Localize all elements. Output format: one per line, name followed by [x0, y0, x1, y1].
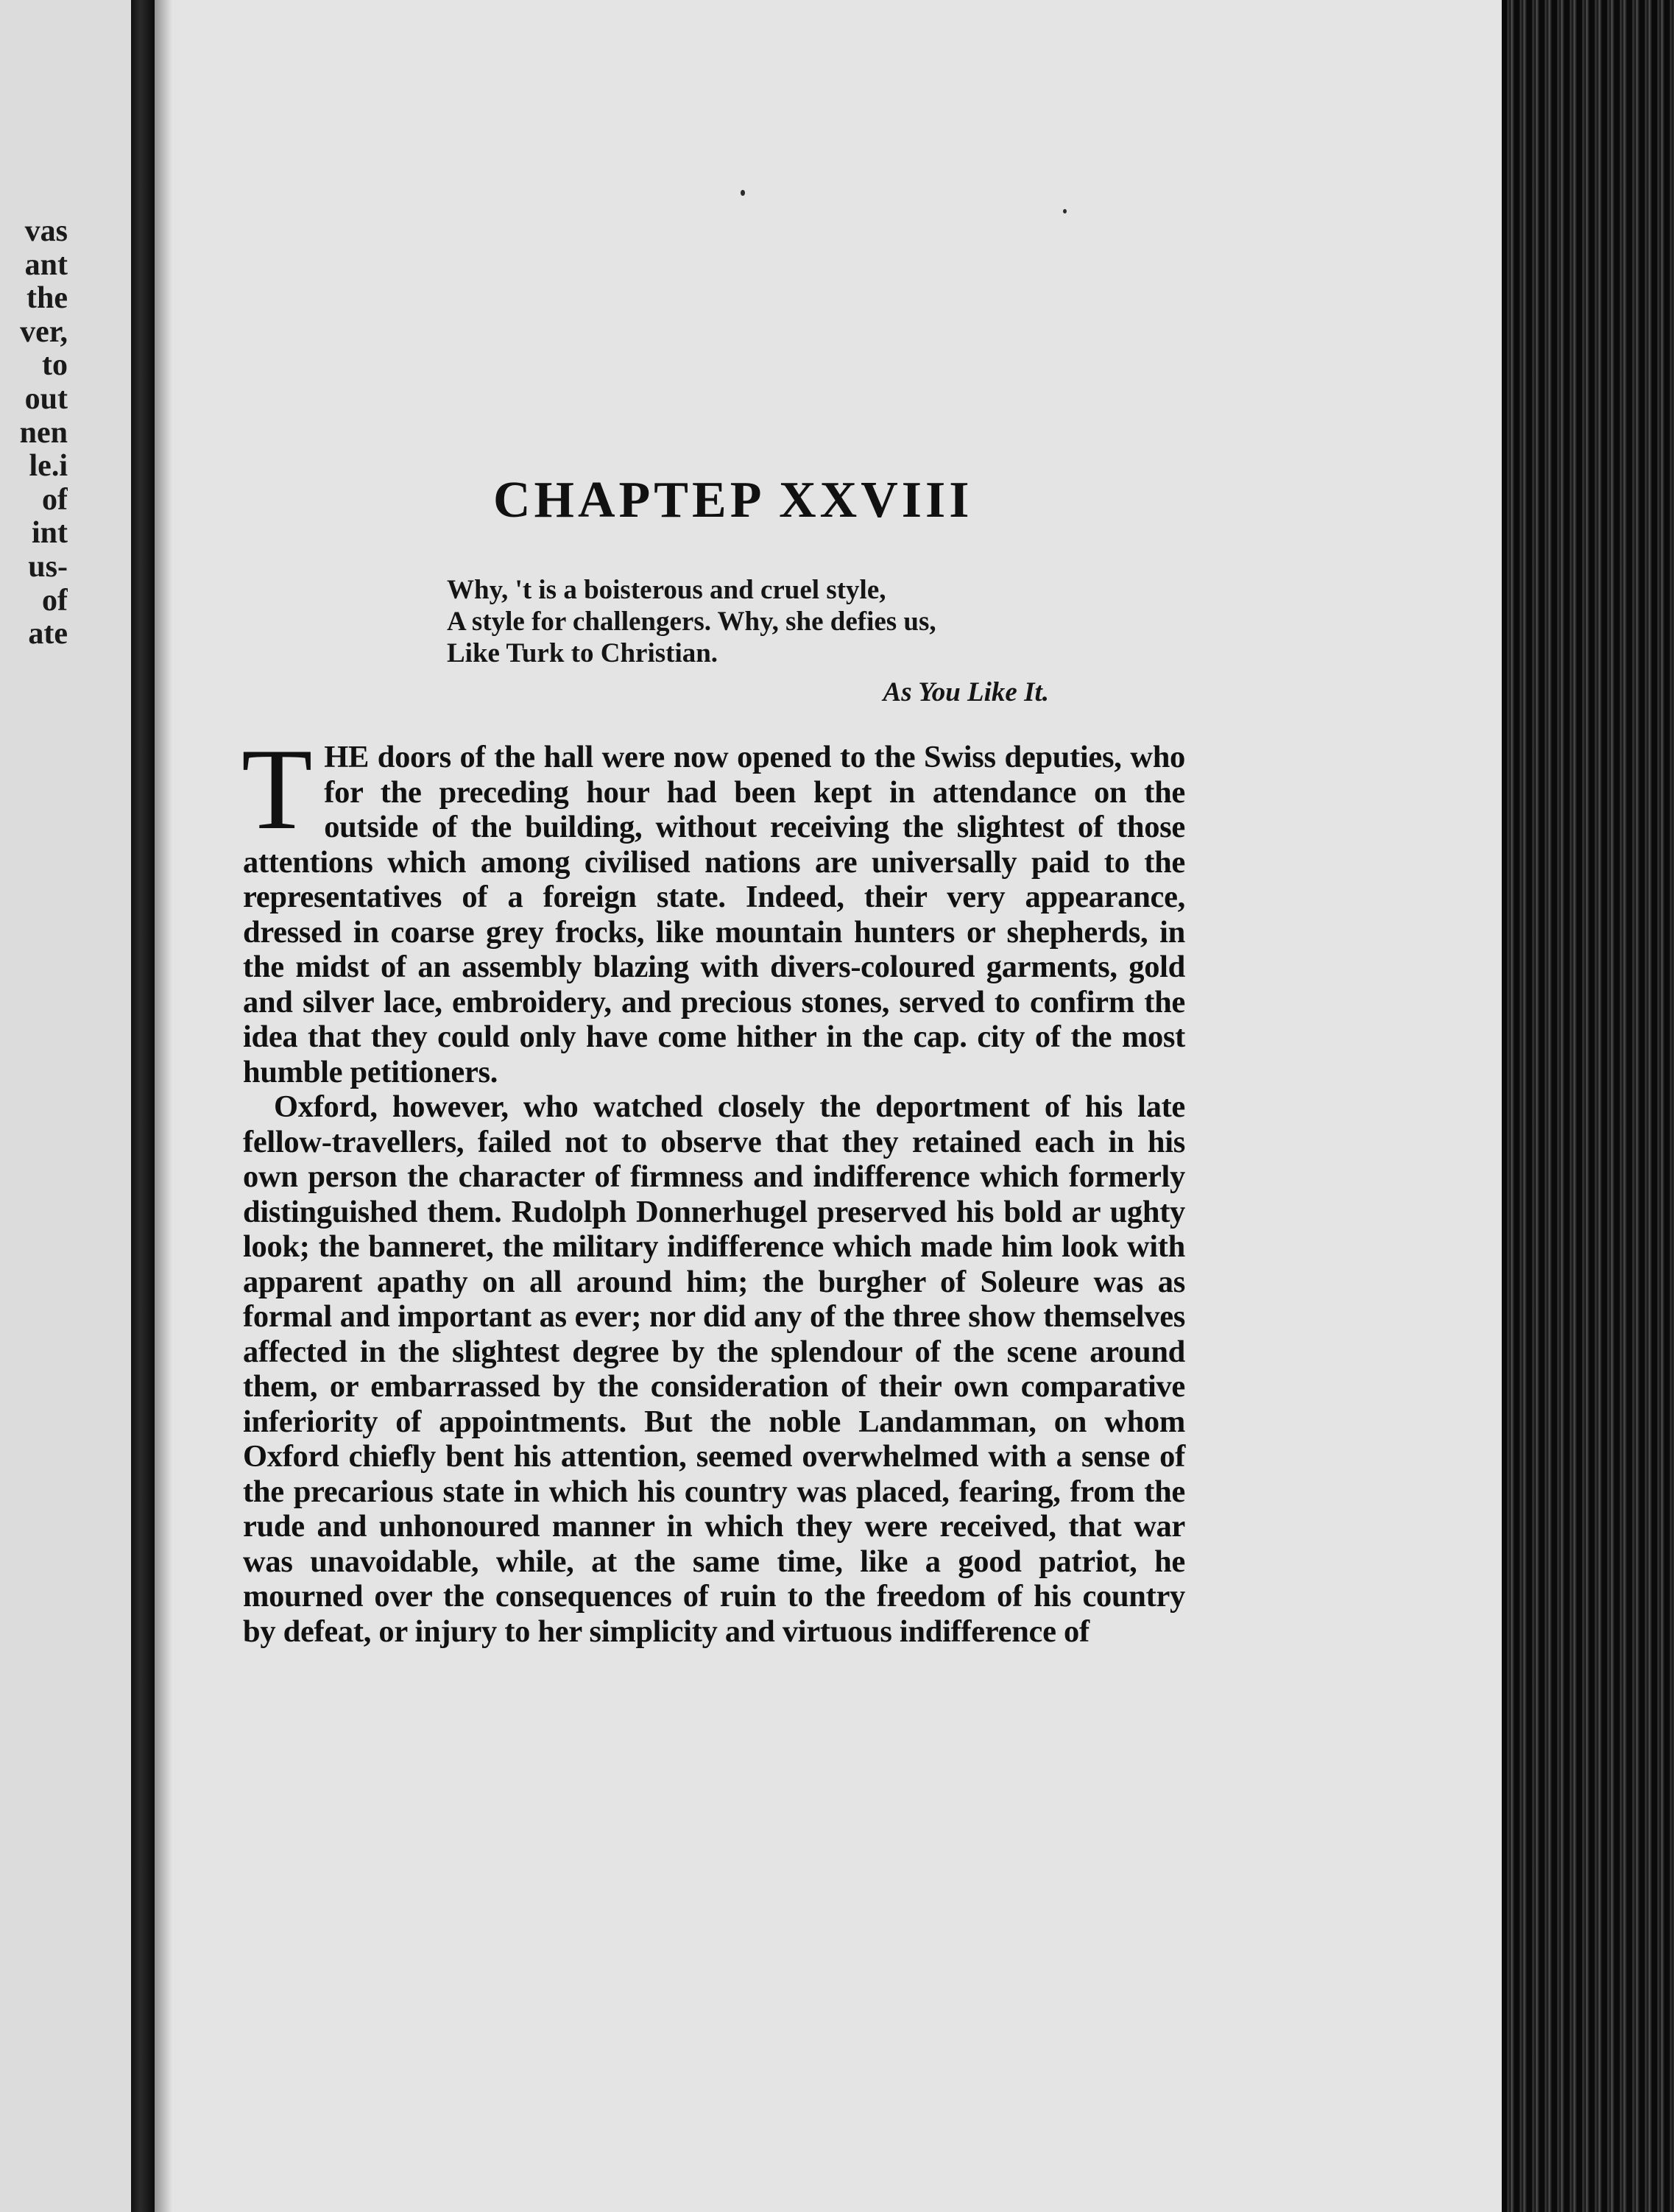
left-page-text-fragments [0, 215, 68, 651]
left-facing-page [0, 0, 131, 2212]
chapter-body [241, 725, 1185, 1649]
left-fragment: ant [24, 248, 68, 282]
epigraph-line: Like Turk to Christian. [447, 638, 718, 668]
left-fragment: out [24, 382, 68, 416]
page-edges [1502, 0, 1674, 2212]
paragraph-2: Oxford, however, who watched closely the deportment of his late fellow-travellers, failed not to observe that they retained each in his own person the character of firmness and indifference which formerly distinguished them. Rudolph Donnerhugel preserved his bold ar ughty look; the banneret, the military indifference which made him look with apparent apathy on all around him; the burgher of Soleure was as formal and important as ever; nor did any of the three show themselves affected in the slightest degree by the splendour of the scene around them, or embarrassed by the consideration of their own comparative inferiority of appointments. But the noble Landamman, on whom Oxford chiefly bent his attention, seemed overwhelmed with a sense of the precarious state in which his country was placed, fearing, from the rude and unhonoured manner in which they were received, that war was unavoidable, while, at the same time, like a good patriot, he mourned over the consequences of ruin to the freedom of his country by defeat, or injury to her simplicity and virtuous indifference of [243, 1089, 1185, 1649]
left-fragment: of [42, 483, 68, 517]
speck-mark [741, 190, 745, 196]
epigraph-line: A style for challengers. Why, she defies us, [447, 607, 936, 637]
speck-mark [1063, 209, 1067, 213]
left-fragment: the [27, 282, 68, 316]
left-fragment: ate [28, 618, 68, 651]
gutter-shadow [155, 0, 172, 2212]
left-fragment: le.i [29, 450, 68, 484]
left-fragment: vas [24, 215, 68, 248]
left-fragment: int [31, 517, 68, 551]
left-fragment: to [42, 349, 68, 383]
left-fragment: us- [28, 550, 68, 584]
paragraph-1 [241, 725, 1185, 1089]
epigraph-source: As You Like It. [883, 677, 1049, 707]
chapter-title: CHAPTEP XXVIII [493, 472, 973, 529]
drop-cap: T [241, 725, 313, 854]
left-fragment: ver, [20, 315, 68, 349]
left-fragment: nen [19, 416, 68, 450]
left-fragment: of [42, 584, 68, 618]
paragraph-1-text: HE doors of the hall were now opened to the Swiss deputies, who for the preceding hour had been kept in attendance on the outside of the building, without receiving the slightest of those attentions which among civilised nations are universally paid to the representatives of a foreign state. Indeed, their very appearance, dressed in coarse grey frocks, like mountain hunters or shepherds, in the midst of an assembly blazing with divers-coloured garments, gold and silver lace, embroidery, and precious stones, served to confirm the idea that they could only have come hither in the cap. city of the most humble petitioners. [243, 740, 1185, 1089]
book-binding [131, 0, 155, 2212]
epigraph [447, 574, 1050, 708]
epigraph-line: Why, 't is a boisterous and cruel style, [447, 575, 886, 605]
